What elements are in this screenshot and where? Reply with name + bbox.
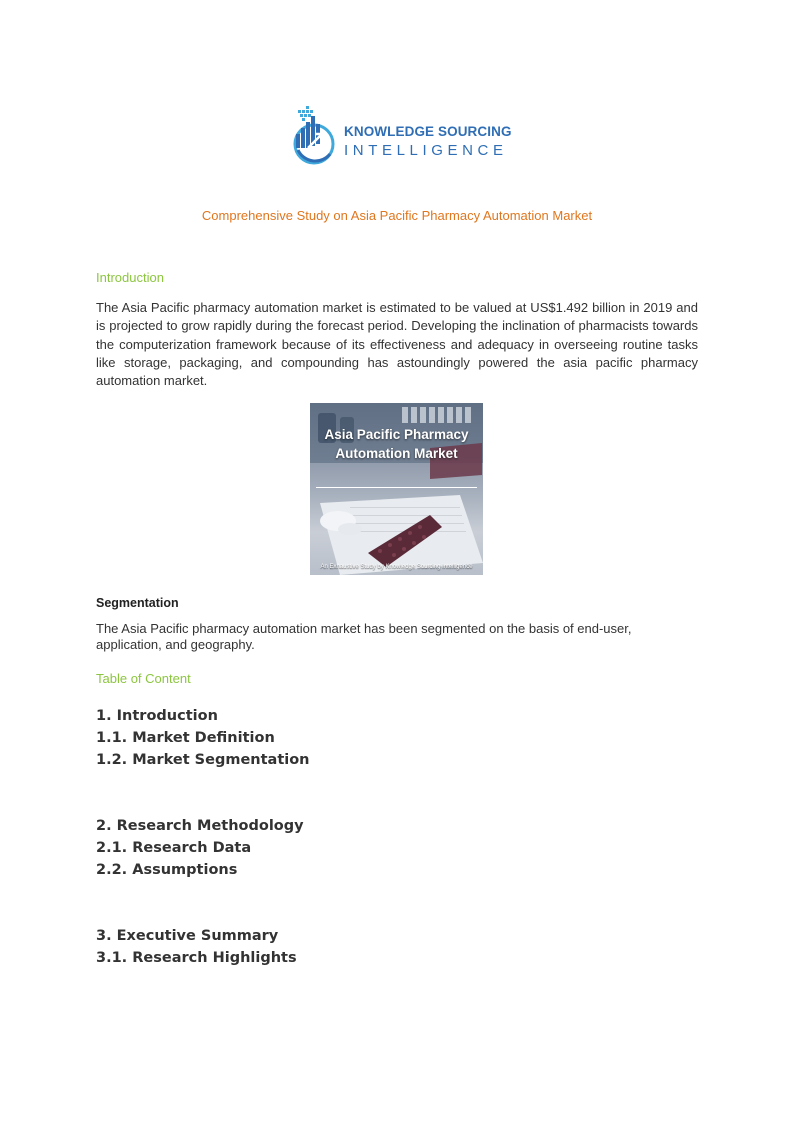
cover-divider [316, 487, 477, 488]
toc-heading: Table of Content [96, 671, 191, 686]
toc-item: 1.2. Market Segmentation [96, 752, 310, 768]
document-title: Comprehensive Study on Asia Pacific Pharmacy Automation Market [201, 208, 593, 223]
logo-text-line1: KNOWLEDGE SOURCING [344, 124, 512, 139]
toc-item: 2.2. Assumptions [96, 862, 238, 878]
logo-text-line2: INTELLIGENCE [344, 142, 508, 159]
toc-item: 3.1. Research Highlights [96, 950, 297, 966]
introduction-heading: Introduction [96, 270, 164, 285]
toc-item: 3. Executive Summary [96, 928, 279, 944]
toc-item: 2. Research Methodology [96, 818, 304, 834]
company-logo [290, 104, 510, 166]
segmentation-body: The Asia Pacific pharmacy automation market has been segmented on the basis of end-user, application, and geography. [96, 621, 632, 652]
cover-caption: An Exhaustive Study by Knowledge Sourcing Intelligence [320, 564, 473, 570]
toc-item: 1. Introduction [96, 708, 218, 724]
segmentation-heading: Segmentation [96, 596, 179, 610]
introduction-body: The Asia Pacific pharmacy automation market is estimated to be valued at US$1.492 billion in 2019 and is projected to grow rapidly during the forecast period. Developing the inclination of pharmacists towards the computerization framework because of its effectiveness and adequacy in overseeing routine tasks like storage, packaging, and compounding has astoundingly powered the asia pacific pharmacy automation market. [96, 300, 698, 389]
knowledge-sourcing-logo-icon [290, 104, 342, 166]
report-cover-image [310, 403, 483, 575]
toc-item: 1.1. Market Definition [96, 730, 275, 746]
toc-item: 2.1. Research Data [96, 840, 252, 856]
cover-title: Asia Pacific Pharmacy Automation Market [324, 427, 469, 461]
